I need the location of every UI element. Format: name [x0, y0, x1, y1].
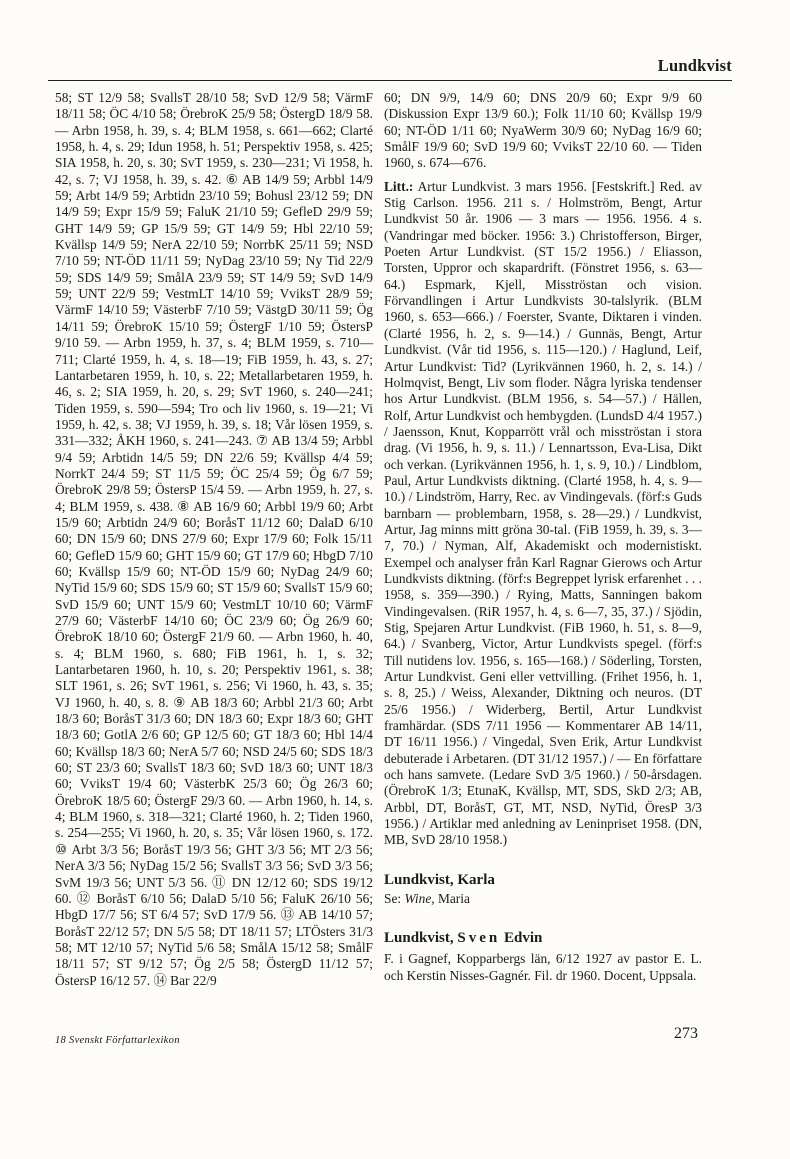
entry-biography: F. i Gagnef, Kopparbergs län, 6/12 1927 av pastor E. L. och Kerstin Nisses-Gagnér. Fil. dr 1960. Docent, Uppsala.: [384, 951, 702, 983]
page-number: 273: [674, 1025, 698, 1042]
review-citations-end: 60; DN 9/9, 14/9 60; DNS 20/9 60; Expr 9/9 60 (Diskussion Expr 13/9 60.); Folk 11/10 60; Kvällsp 19/9 60; NT-ÖD 1/11 60; NyaWerm 30/9 60; NyDag 16/9 60; SmålF 19/9 60; SvD 19/9 60; VviksT 22/10 60. — Tiden 1960, s. 674—676.: [384, 90, 702, 171]
right-column: [384, 90, 702, 984]
review-citations-continued: 58; ST 12/9 58; SvallsT 28/10 58; SvD 12/9 58; VärmF 18/11 58; ÖC 4/10 58; ÖrebroK 25/9 58; ÖstergD 18/9 58. — Arbn 1958, h. 39, s. 4; BLM 1958, s. 661—662; Clarté 1958, h. 4, s. 29; Idun 1958, h. 51; Perspektiv 1958, s. 425; SIA 1958, h. 20, s. 30; SvT 1959, s. 230—231; Vi 1958, h. 42, s. 7; VJ 1958, h. 39, s. 42. ⑥ AB 14/9 59; Arbbl 14/9 59; Arbt 14/9 59; Arbtidn 23/10 59; Bohusl 23/12 59; DN 14/9 59; Expr 15/9 59; FaluK 21/10 59; GefleD 29/9 59; GHT 14/9 59; GP 15/9 59; GT 14/9 59; Hbl 22/10 59; Kvällsp 14/9 59; NerA 22/10 59; NorrbK 25/11 59; NSD 7/10 59; NT-ÖD 11/11 59; NyDag 23/10 59; Ny Tid 22/9 59; SDS 14/9 59; SmålA 23/9 59; ST 14/9 59; SvD 14/9 59; UNT 22/9 59; VestmLT 14/10 59; VviksT 28/9 59; VärmF 14/10 59; VästerbF 7/10 59; VästgD 30/11 59; Ög 14/11 59; ÖrebroK 15/10 59; ÖstergF 1/10 59; ÖstersP 9/10 59. — Arbn 1959, h. 37, s. 4; BLM 1959, s. 710—711; Clarté 1959, h. 4, s. 18—19; FiB 1959, h. 43, s. 27; Lantarbetaren 1959, h. 10, s. 22; Metallarbetaren 1959, h. 46, s. 2; SIA 1959, h. 20, s. 29; SvT 1960, s. 240—241; Tiden 1959, s. 590—594; Tro och liv 1960, s. 19—21; Vi 1959, h. 42, s. 38; VJ 1959, h. 39, s. 18; Vår lösen 1959, s. 331—332; ÅKH 1960, s. 241—243. ⑦ AB 13/4 59; Arbbl 9/4 59; Arbtidn 14/5 59; DN 22/6 59; Kvällsp 4/4 59; NorrkT 24/4 59; ST 11/5 59; ÖC 25/4 59; Ög 6/7 59; ÖrebroK 29/8 59; ÖstersP 15/4 59. — Arbn 1959, h. 27, s. 4; BLM 1959, s. 438. ⑧ AB 16/9 60; Arbbl 19/9 60; Arbt 15/9 60; Arbtidn 24/9 60; BoråsT 11/12 60; DalaD 6/10 60; DN 15/9 60; DNS 27/9 60; Expr 17/9 60; Folk 15/11 60; GefleD 15/9 60; GHT 15/9 60; GT 17/9 60; HbgD 7/10 60; Kvällsp 15/9 60; NT-ÖD 15/9 60; NyDag 24/9 60; NyTid 15/9 60; SDS 15/9 60; ST 15/9 60; SvallsT 15/9 60; SvD 15/9 60; UNT 15/9 60; VestmLT 10/10 60; VärmF 27/9 60; VästerbF 14/10 60; ÖC 23/9 60; Ög 26/9 60; ÖrebroK 18/10 60; ÖstergF 21/9 60. — Arbn 1960, h. 40, s. 4; BLM 1960, s. 680; FiB 1961, h. 1, s. 32; Lantarbetaren 1960, h. 10, s. 20; Perspektiv 1961, s. 38; SLT 1961, s. 26; SvT 1961, s. 256; Vi 1960, h. 43, s. 35; VJ 1960, h. 40, s. 8. ⑨ AB 18/3 60; Arbbl 21/3 60; Arbt 18/3 60; BoråsT 31/3 60; DN 18/3 60; Expr 18/3 60; GHT 18/3 60; GotlA 2/6 60; GP 12/5 60; GT 18/3 60; Hbl 14/4 60; Kvällsp 18/3 60; NerA 5/7 60; NSD 24/5 60; SDS 18/3 60; ST 23/3 60; SvallsT 18/3 60; SvD 18/3 60; UNT 18/3 60; VviksT 19/4 60; VästerbK 25/3 60; Ög 26/3 60; ÖrebroK 18/5 60; ÖstergF 29/3 60. — Arbn 1960, h. 14, s. 4; BLM 1960, s. 318—321; Clarté 1960, h. 2; Tiden 1960, s. 254—255; Vi 1960, h. 20, s. 35; Vår lösen 1960, s. 172. ⑩ Arbt 3/3 56; BoråsT 19/3 56; GHT 3/3 56; MT 2/3 56; NerA 3/3 56; NyDag 15/2 56; SvallsT 3/3 56; SvD 3/3 56; SvM 19/3 56; UNT 5/3 56. ⑪ DN 12/12 60; SDS 19/12 60. ⑫ BoråsT 6/10 56; DalaD 5/10 56; FaluK 26/10 56; HbgD 17/7 56; ST 6/4 57; SvD 17/9 56. ⑬ AB 14/10 57; BoråsT 22/12 57; DN 5/5 58; DT 18/11 57; LTÖsters 31/3 58; MT 12/10 57; NyTid 5/6 58; SmålA 15/12 58; SmålF 18/11 57; ST 9/12 57; Ög 2/5 58; ÖstergD 11/12 57; ÖstersP 16/12 57. ⑭ Bar 22/9: [55, 90, 373, 988]
see-reference-name: Wine,: [404, 890, 435, 906]
entry-given-name-rest: Edvin: [500, 930, 543, 947]
entry-given-name-spaced: Sven: [457, 930, 501, 947]
entry-heading-sven-edvin: [384, 929, 702, 947]
literature-label: Litt.:: [384, 178, 414, 194]
signature-mark: 18 Svenskt Författarlexikon: [55, 1035, 180, 1046]
literature-section: [384, 179, 702, 849]
header-rule: [48, 80, 732, 81]
running-head: Lundkvist: [657, 56, 732, 75]
see-label: Se:: [384, 890, 402, 906]
cross-reference: [384, 891, 702, 907]
entry-surname: Lundkvist,: [384, 930, 454, 947]
left-column: [55, 90, 373, 989]
see-reference-rest: Maria: [434, 890, 470, 906]
entry-heading-karla: Lundkvist, Karla: [384, 871, 495, 888]
literature-text: Artur Lundkvist. 3 mars 1956. [Festskrift.] Red. av Stig Carlson. 1956. 211 s. / Holmström, Bengt, Artur Lundkvist 50 år. 1906 — 3 mars — 1956. 1956. 4 s. (Vandringar med böcker. 1956: 3.) Christofferson, Birger, Poeten Artur Lundkvist. (ST 15/2 1956.) / Eliasson, Torsten, Uppror och skapardrift. (Fönstret 1956, s. 63—64.) Espmark, Kjell, Misströstan och vision. Förvandlingen i Artur Lundkvists 30-talslyrik. (BLM 1960, s. 653—666.) / Foerster, Svante, Diktaren i vinden. (Clarté 1956, h. 2, s. 9—14.) / Gunnäs, Bengt, Artur Lundkvist. (Vår tid 1956, s. 115—120.) / Haglund, Leif, Artur Lundkvist: Tid? (Lyrikvännen 1960, h. 2, s. 14.) / Holmqvist, Bengt, Liv som floder. Några lyriska tendenser hos Artur Lundkvist. (BLM 1956, s. 54—57.) / Hällen, Rolf, Artur Lundkvist och hembygden. (LundsD 4/4 1957.) / Jaensson, Knut, Kopparrött vrål och misströstan i stora drag. (Vi 1956, h. 9, s. 11.) / Lennartsson, Eva-Lisa, Dikt och verkan. (Lyrikvännen 1956, h. 1, s. 9, 10.) / Lindblom, Paul, Artur Lundkvists diktning. (Clarté 1958, h. 4, s. 9—10.) / Lindström, Harry, Rec. av Vindingevals. (förf:s Guds barnbarn — problembarn, 1958, s. 28—29.) / Lundkvist, Artur, Jag minns mitt gröna 30-tal. (FiB 1959, h. 39, s. 3—7, 70.) / Nyman, Alf, Akademiskt och modernistiskt. Exempel och analyser från Karl Ragnar Gierows och Artur Lundkvists diktning. (förf:s Begreppet lyrisk erfarenhet . . . 1958, s. 359—390.) / Rying, Matts, Sanningen bakom Vindingevalsen. (RiR 1957, h. 4, s. 6—7, 35, 37.) / Sjödin, Stig, Spejaren Artur Lundkvist. (FiB 1960, h. 51, s. 8—9, 64.) / Svanberg, Victor, Artur Lundkvists spegel. (förf:s Till nutidens lov. 1956, s. 165—168.) / Söderling, Torsten, Artur Lundkvist. Geni eller vettvilling. (Frihet 1956, h. 1, s. 8, 25.) / Weiss, Alexander, Diktning och neuros. (DT 25/6 1956.) / Widerberg, Bertil, Artur Lundkvist framhärdar. (SDS 7/11 1956 — Kommentarer AB 14/11, DT 16/11 1956.) / Vingedal, Sven Erik, Artur Lundkvist debuterade i Arbetaren. (DT 31/12 1957.) / — En författare och hans samvete. (Ledare SvD 3/5 1960.) / 50-årsdagen. (ÖrebroK 1/3; EtunaK, Kvällsp, MT, SDS, SkD 2/3; AB, Arbbl, DT, BoråsT, GT, MT, NSD, NyTid, ÖresP 3/3 1956.) / Artiklar med anledning av Leninpriset 1958. (DN, MB, SvD 28/10 1958.): [384, 178, 702, 848]
